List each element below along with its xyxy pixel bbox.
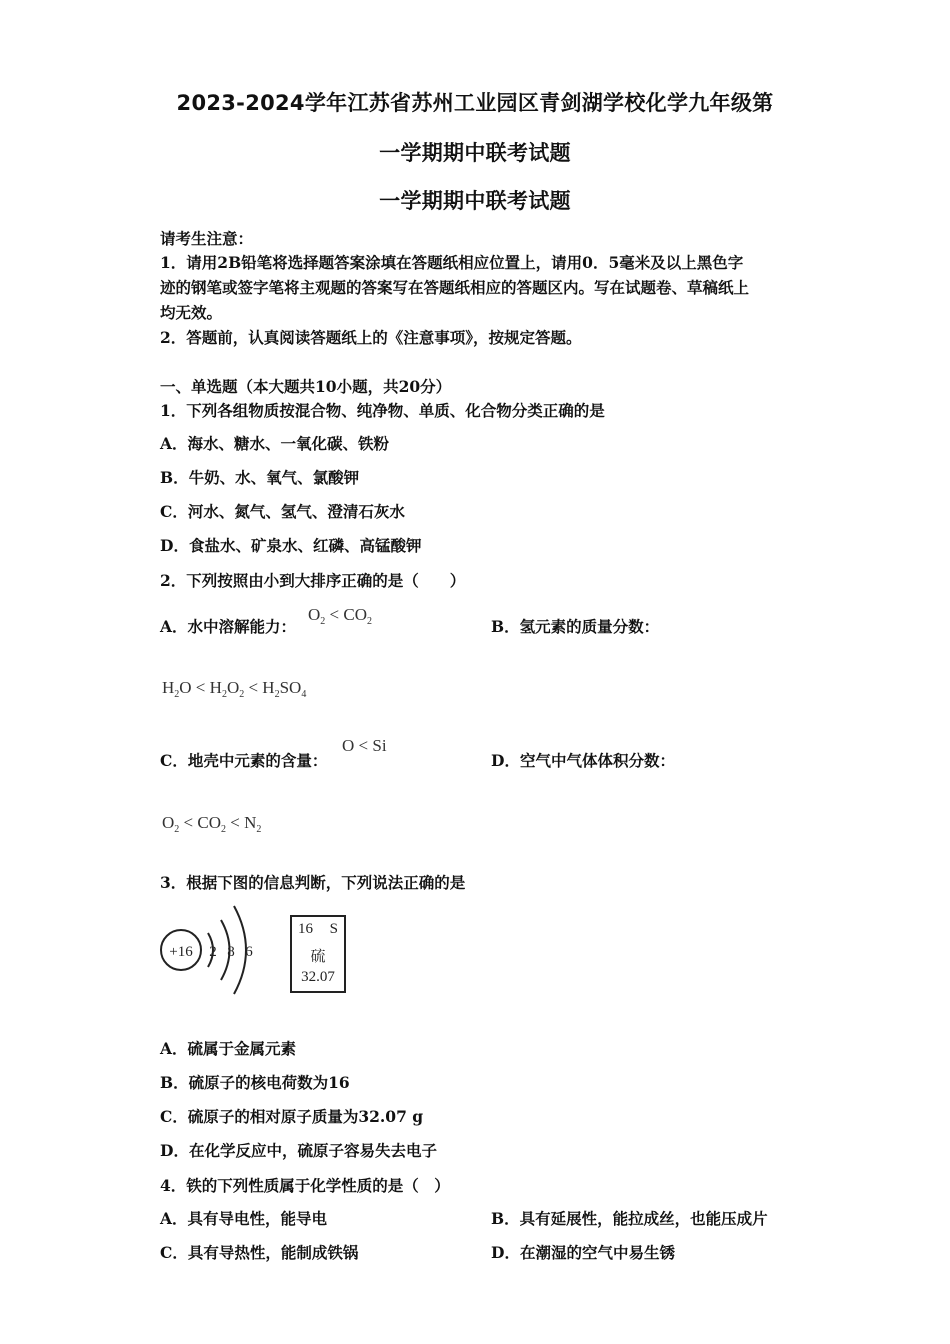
q1-option-b: B．牛奶、水、氧气、氯酸钾 — [160, 468, 360, 487]
q1-option-a: A．海水、糖水、一氧化碳、铁粉 — [160, 434, 390, 453]
q3-option-d: D．在化学反应中，硫原子容易失去电子 — [160, 1141, 437, 1160]
exam-title-line-2: 一学期期中联考试题 — [379, 141, 571, 165]
q2-option-a-label: A．水中溶解能力： — [160, 617, 297, 636]
notice-line-1: 1．请用2B铅笔将选择题答案涂填在答题纸相应位置上，请用0．5毫米及以上黑色字 — [160, 253, 744, 272]
q4-option-d: D．在潮湿的空气中易生锈 — [491, 1243, 675, 1262]
notice-heading: 请考生注意： — [160, 229, 254, 248]
exam-title-line-3: 一学期期中联考试题 — [379, 189, 571, 213]
element-symbol: S — [329, 921, 338, 937]
q3-option-c: C．硫原子的相对原子质量为32.07 g — [160, 1107, 424, 1126]
q3-option-a: A．硫属于金属元素 — [160, 1039, 297, 1058]
electron-shell-3 — [234, 906, 246, 994]
q1-stem: 1．下列各组物质按混合物、纯净物、单质、化合物分类正确的是 — [160, 401, 605, 420]
q3-option-b: B．硫原子的核电荷数为16 — [160, 1073, 350, 1092]
shell-1-electrons: 2 — [209, 944, 217, 960]
atomic-number: 16 — [298, 921, 313, 937]
q2-option-c-formula: O < Si — [342, 736, 387, 755]
q2-option-d-formula: $O_2 < CO_2 < N_2$ — [162, 813, 262, 835]
q2-option-b-formula: $H_2O < H_2O_2 < H_2SO_4$ — [162, 678, 307, 700]
periodic-table-cell-sulfur — [290, 915, 346, 993]
q2-option-d-label: D．空气中气体体积分数： — [491, 751, 675, 770]
q4-option-c: C．具有导热性，能制成铁锅 — [160, 1243, 359, 1262]
section-heading: 一、单选题（本大题共10小题，共20分） — [160, 377, 452, 396]
element-name: 硫 — [310, 949, 326, 965]
q2-option-c-label: C．地壳中元素的含量： — [160, 751, 328, 770]
notice-line-2: 迹的钢笔或签字笔将主观题的答案写在答题纸相应的答题区内。写在试题卷、草稿纸上 — [160, 278, 750, 297]
shell-2-electrons: 8 — [227, 944, 235, 960]
nucleus-charge: +16 — [169, 944, 193, 960]
shell-3-electrons: 6 — [245, 944, 253, 960]
q3-stem: 3．根据下图的信息判断，下列说法正确的是 — [160, 873, 466, 892]
q4-option-a: A．具有导电性，能导电 — [160, 1209, 328, 1228]
exam-title-line-1: 2023-2024学年江苏省苏州工业园区青剑湖学校化学九年级第 — [176, 91, 774, 115]
sulfur-atom-structure-diagram — [158, 900, 268, 1000]
q1-option-d: D．食盐水、矿泉水、红磷、高锰酸钾 — [160, 536, 422, 555]
atomic-mass: 32.07 — [301, 969, 335, 985]
q2-option-b-label: B．氢元素的质量分数： — [491, 617, 660, 636]
q4-option-b: B．具有延展性，能拉成丝，也能压成片 — [491, 1209, 768, 1228]
notice-line-3: 均无效。 — [160, 303, 223, 322]
q1-option-c: C．河水、氮气、氢气、澄清石灰水 — [160, 502, 405, 521]
q2-option-a-formula: $O_2 < CO_2$ — [308, 605, 372, 627]
notice-line-4: 2．答题前，认真阅读答题纸上的《注意事项》，按规定答题。 — [160, 328, 582, 347]
q2-stem: 2．下列按照由小到大排序正确的是（ ） — [160, 571, 466, 590]
q4-stem: 4．铁的下列性质属于化学性质的是（ ） — [160, 1176, 450, 1195]
